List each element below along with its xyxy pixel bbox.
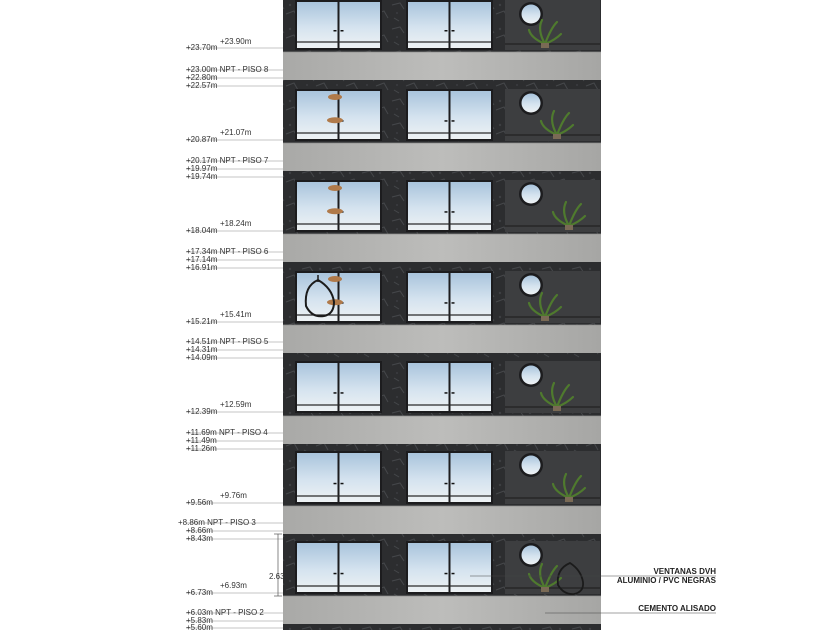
level-label: +17.14m: [186, 255, 218, 264]
plant-pot: [565, 225, 573, 230]
level-label: +8.86m NPT - PISO 3: [178, 518, 256, 527]
window-handle: [334, 573, 337, 575]
level-label: +20.17m NPT - PISO 7: [186, 156, 269, 165]
balcony-wall: [505, 180, 600, 232]
level-label: +15.21m: [186, 317, 218, 326]
window-dvh: [295, 541, 382, 594]
level-label: +23.00m NPT - PISO 8: [186, 65, 269, 74]
level-label: +18.24m: [220, 219, 252, 228]
level-label: +6.03m NPT - PISO 2: [186, 608, 264, 617]
level-label: +19.74m: [186, 172, 218, 181]
round-window-glass: [522, 94, 541, 113]
balcony: [505, 451, 600, 504]
concrete-slab: [283, 596, 601, 624]
level-label: +12.39m: [186, 407, 218, 416]
plant-pot: [541, 316, 549, 321]
note-windows-line2: ALUMINIO / PVC NEGRAS: [616, 576, 716, 585]
window-handle: [445, 211, 448, 213]
window-handle: [452, 120, 455, 122]
window-handle: [341, 573, 344, 575]
level-label: +12.59m: [220, 400, 252, 409]
level-label: +9.56m: [186, 498, 213, 507]
level-label: +11.26m: [186, 444, 217, 453]
round-window-glass: [522, 276, 541, 295]
concrete-slab: [283, 416, 601, 444]
level-label: +11.69m NPT - PISO 4: [186, 428, 268, 437]
level-label: +8.43m: [186, 534, 213, 543]
window-handle: [445, 483, 448, 485]
level-label: +18.04m: [186, 226, 218, 235]
level-label: +14.09m: [186, 353, 218, 362]
balcony: [505, 180, 600, 232]
level-label: +23.90m: [220, 37, 252, 46]
window-handle: [445, 30, 448, 32]
concrete-slab: [283, 52, 601, 80]
level-label: +11.49m: [186, 436, 217, 445]
plant-pot: [541, 43, 549, 48]
window-handle: [334, 392, 337, 394]
concrete-slab: [283, 506, 601, 534]
level-label: +17.34m NPT - PISO 6: [186, 247, 269, 256]
level-label: +14.51m NPT - PISO 5: [186, 337, 269, 346]
level-label: +15.41m: [220, 310, 252, 319]
window-dvh: [406, 361, 493, 413]
level-label: +16.91m: [186, 263, 218, 272]
round-window-glass: [522, 456, 541, 475]
round-window-glass: [522, 366, 541, 385]
concrete-slab: [283, 234, 601, 262]
window-dvh: [406, 271, 493, 323]
window-handle: [452, 211, 455, 213]
pendant-lamp: [328, 185, 342, 191]
level-label: +20.87m: [186, 135, 218, 144]
window-handle: [452, 30, 455, 32]
plant-pot: [553, 406, 561, 411]
round-window-glass: [522, 546, 541, 565]
level-label: +14.31m: [186, 345, 218, 354]
level-label: +21.07m: [220, 128, 252, 137]
side-table-lamp: [327, 208, 343, 214]
balcony: [505, 0, 600, 50]
note-windows-line1: VENTANAS DVH: [653, 567, 716, 576]
window-dvh: [406, 541, 493, 594]
plant-pot: [541, 587, 549, 592]
window-handle: [445, 302, 448, 304]
plant-pot: [553, 134, 561, 139]
side-table-lamp: [327, 299, 343, 305]
balcony-wall: [505, 541, 600, 594]
level-label: +23.70m: [186, 43, 218, 52]
window-handle: [452, 392, 455, 394]
level-label: +6.73m: [186, 588, 213, 597]
window-handle: [452, 483, 455, 485]
window-dvh: [406, 0, 493, 50]
dimension-label: 2.63: [269, 572, 285, 581]
balcony-wall: [505, 451, 600, 504]
window-dvh: [295, 0, 382, 50]
window-handle: [334, 483, 337, 485]
window-handle: [445, 120, 448, 122]
window-handle: [341, 30, 344, 32]
window-dvh: [406, 180, 493, 232]
round-window-glass: [522, 5, 541, 24]
level-label: +22.57m: [186, 81, 218, 90]
balcony-wall: [505, 271, 600, 323]
level-label: +22.80m: [186, 73, 218, 82]
concrete-slab: [283, 325, 601, 353]
pendant-lamp: [328, 276, 342, 282]
window-handle: [334, 30, 337, 32]
window-handle: [341, 392, 344, 394]
window-dvh: [295, 361, 382, 413]
note-cement: CEMENTO ALISADO: [638, 604, 716, 613]
level-label: +19.97m: [186, 164, 218, 173]
window-handle: [445, 573, 448, 575]
level-label: +8.66m: [186, 526, 213, 535]
pendant-lamp: [328, 94, 342, 100]
window-handle: [445, 392, 448, 394]
level-label: +9.76m: [220, 491, 247, 500]
concrete-slab: [283, 143, 601, 171]
balcony-wall: [505, 0, 600, 50]
window-handle: [452, 573, 455, 575]
balcony: [505, 271, 600, 323]
round-window-glass: [522, 185, 541, 204]
balcony: [505, 541, 600, 594]
level-label: +5.83m: [186, 616, 213, 625]
level-label: +5.60m: [186, 623, 213, 630]
level-label: +6.93m: [220, 581, 247, 590]
window-dvh: [406, 89, 493, 141]
window-handle: [452, 302, 455, 304]
window-dvh: [295, 451, 382, 504]
window-dvh: [406, 451, 493, 504]
plant-pot: [565, 497, 573, 502]
side-table-lamp: [327, 117, 343, 123]
window-handle: [341, 483, 344, 485]
